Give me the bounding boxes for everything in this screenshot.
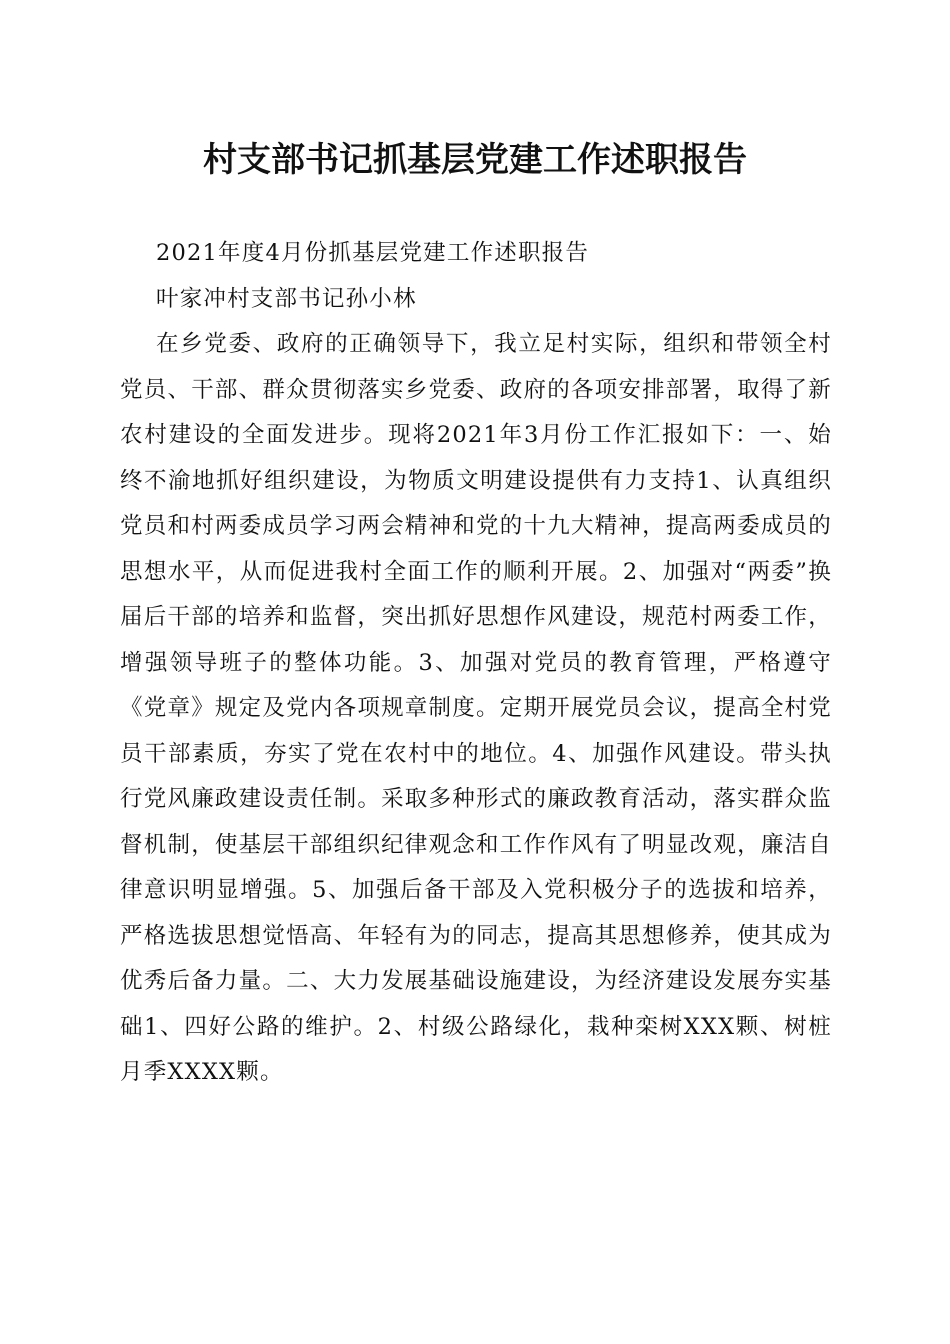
author-line: 叶家冲村支部书记孙小林 <box>156 285 417 312</box>
document-title: 村支部书记抓基层党建工作述职报告 <box>203 140 747 180</box>
report-subtitle: 2021年度4月份抓基层党建工作述职报告 <box>156 240 590 266</box>
document-body <box>120 231 832 1096</box>
body-paragraph: 在乡党委、政府的正确领导下，我立足村实际，组织和带领全村党员、干部、群众贯彻落实乡党委、政府的各项安排部署，取得了新农村建设的全面发进步。现将2021年3月份工作汇报如下：一、始终不渝地抓好组织建设，为物质文明建设提供有力支持1、认真组织党员和村两委成员学习两会精神和党的十九大精神，提高两委成员的思想水平，从而促进我村全面工作的顺利开展。2、加强对“两委”换届后干部的培养和监督，突出抓好思想作风建设，规范村两委工作，增强领导班子的整体功能。3、加强对党员的教育管理，严格遵守《党章》规定及党内各项规章制度。定期开展党员会议，提高全村党员干部素质，夯实了党在农村中的地位。4、加强作风建设。带头执行党风廉政建设责任制。采取多种形式的廉政教育活动，落实群众监督机制，使基层干部组织纪律观念和工作作风有了明显改观，廉洁自律意识明显增强。5、加强后备干部及入党积极分子的选拔和培养，严格选拔思想觉悟高、年轻有为的同志，提高其思想修养，使其成为优秀后备力量。二、大力发展基础设施建设，为经济建设发展夯实基础1、四好公路的维护。2、村级公路绿化，栽种栾树XXX颗、树桩月季XXXX颗。 <box>120 331 832 1085</box>
